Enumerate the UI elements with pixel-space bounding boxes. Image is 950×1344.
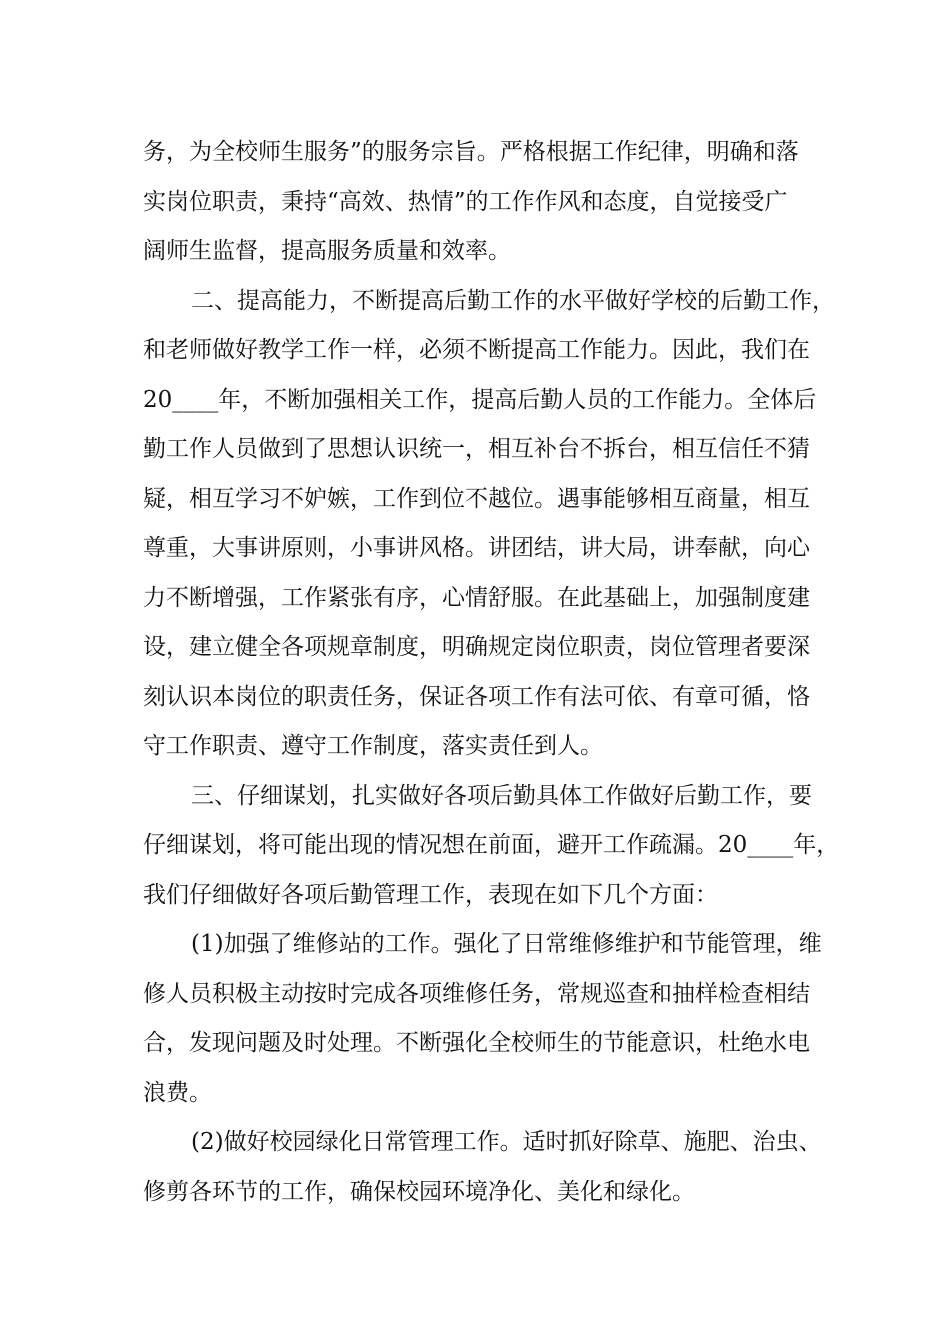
paragraph-improve-ability bbox=[143, 277, 835, 772]
text-line: 守工作职责、遵守工作制度，落实责任到人。 bbox=[143, 733, 603, 759]
paragraph-service-purpose bbox=[143, 128, 835, 277]
text-line: 阔师生监督，提高服务质量和效率。 bbox=[143, 238, 511, 264]
text-line: (2)做好校园绿化日常管理工作。适时抓好除草、施肥、治虫、 bbox=[191, 1129, 822, 1155]
text-line: 力不断增强，工作紧张有序，心情舒服。在此基础上，加强制度建 bbox=[143, 584, 810, 611]
text-line: 和老师做好教学工作一样，必须不断提高工作能力。因此，我们在 bbox=[143, 337, 810, 363]
text-line: 仔细谋划，将可能出现的情况想在前面，避开工作疏漏。20____年， bbox=[143, 832, 840, 858]
text-line: 我们仔细做好各项后勤管理工作，表现在如下几个方面： bbox=[143, 881, 718, 908]
text-line: 设，建立健全各项规章制度，明确规定岗位职责，岗位管理者要深 bbox=[143, 634, 810, 660]
text-line: 20____年，不断加强相关工作，提高后勤人员的工作能力。全体后 bbox=[143, 386, 817, 413]
text-line: 修人员积极主动按时完成各项维修任务，常规巡查和抽样检查相结 bbox=[143, 980, 810, 1007]
text-line: 合，发现问题及时处理。不断强化全校师生的节能意识，杜绝水电 bbox=[143, 1030, 810, 1056]
text-line: 刻认识本岗位的职责任务，保证各项工作有法可依、有章可循，恪 bbox=[143, 683, 810, 710]
text-line: 二、提高能力，不断提高后勤工作的水平做好学校的后勤工作， bbox=[191, 287, 835, 314]
text-line: 疑，相互学习不妒嫉，工作到位不越位。遇事能够相互商量，相互 bbox=[143, 485, 810, 512]
text-line: 修剪各环节的工作，确保校园环境净化、美化和绿化。 bbox=[143, 1178, 695, 1205]
text-line: 尊重，大事讲原则，小事讲风格。讲团结，讲大局，讲奉献，向心 bbox=[143, 535, 810, 561]
text-line: 浪费。 bbox=[143, 1079, 212, 1106]
paragraph-careful-planning bbox=[143, 772, 840, 921]
text-line: 三、仔细谋划，扎实做好各项后勤具体工作做好后勤工作，要 bbox=[191, 782, 812, 809]
paragraph-campus-greening bbox=[143, 1118, 835, 1217]
text-line: 务，为全校师生服务”的服务宗旨。严格根据工作纪律，明确和落 bbox=[143, 139, 799, 165]
text-line: 勤工作人员做到了思想认识统一，相互补台不拆台，相互信任不猜 bbox=[143, 436, 810, 462]
document-body bbox=[143, 128, 840, 1217]
paragraph-maintenance-station bbox=[143, 920, 835, 1118]
text-line: (1)加强了维修站的工作。强化了日常维修维护和节能管理，维 bbox=[191, 931, 822, 957]
text-line: 实岗位职责，秉持“高效、热情”的工作作风和态度，自觉接受广 bbox=[143, 188, 788, 215]
